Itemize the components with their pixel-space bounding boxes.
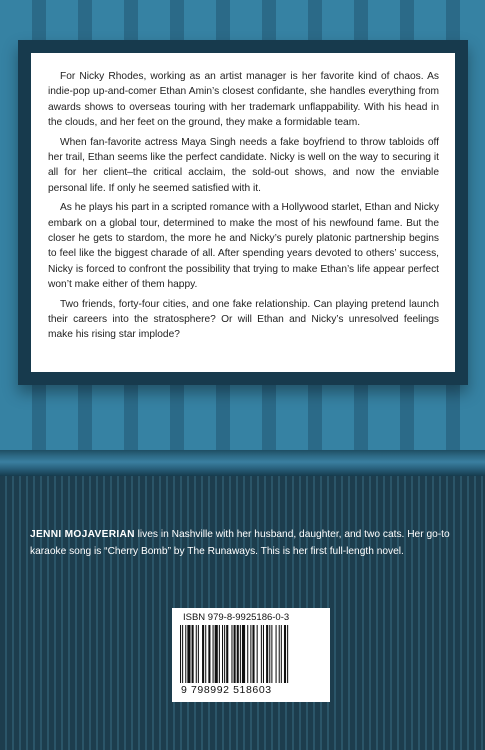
author-bio (30, 526, 460, 560)
barcode-bar (224, 625, 225, 683)
barcode-bar (281, 625, 282, 683)
isbn-barcode (172, 608, 330, 702)
barcode-bar (219, 625, 220, 683)
barcode-bar (196, 625, 197, 683)
blurb-paragraph-3: As he plays his part in a scripted romance with a Hollywood starlet, Ethan and Nicky embark on a global tour, determined to make the most of his newfound fame. But the closer he gets to stardom, the more he and Nicky’s purely platonic partnership begins to feel like the biggest charade of all. After spending years devoted to others’ success, Nicky is forced to confront the possibility that trying to make Ethan’s life appear perfect won’t make either of them happy. (48, 202, 439, 290)
barcode-bar (213, 625, 214, 683)
barcode-bar (185, 625, 186, 683)
barcode-bar (180, 625, 181, 683)
barcode-bar (271, 625, 272, 683)
barcode-bar (215, 625, 218, 683)
blurb-paragraph-4: Two friends, forty-four cities, and one fake relationship. Can playing pretend launch their careers into the stratosphere? Or will Ethan and Nicky’s unresolved feelings make his rising star implode? (48, 298, 439, 341)
barcode-bars (180, 625, 322, 683)
barcode-bar (222, 625, 223, 683)
barcode-bar (279, 625, 280, 683)
barcode-bar (202, 625, 204, 683)
barcode-bar (187, 625, 190, 683)
barcode-bar (276, 625, 277, 683)
barcode-bar (266, 625, 268, 683)
barcode-bar (269, 625, 270, 683)
barcode-bar (226, 625, 228, 683)
author-bio-text: lives in Nashville with her husband, daughter, and two cats. Her go-to karaoke song is “Cherry Bomb” by The Runaways. This is her first full-length novel. (30, 529, 450, 557)
book-blurb (31, 53, 455, 372)
barcode-bar (231, 625, 232, 683)
barcode-bar (287, 625, 288, 683)
barcode-bar (247, 625, 248, 683)
barcode-bar (261, 625, 262, 683)
barcode-bar (234, 625, 236, 683)
barcode-bar (237, 625, 239, 683)
barcode-bar (208, 625, 210, 683)
barcode-bar (182, 625, 183, 683)
barcode-bar (242, 625, 245, 683)
picture-frame (18, 40, 468, 385)
barcode-bar (284, 625, 286, 683)
blurb-paragraph-1: For Nicky Rhodes, working as an artist manager is her favorite kind of chaos. As indie-pop up-and-comer Ethan Amin’s closest confidante, she handles everything from awards shows to overseas touring with her trademark unflappability. With his head in the clouds, and her feet on the ground, they make a formidable team. (48, 71, 439, 128)
barcode-bar (257, 625, 258, 683)
barcode-bar (192, 625, 194, 683)
chair-rail-molding (0, 450, 485, 476)
barcode-bar (240, 625, 241, 683)
barcode-bar (252, 625, 254, 683)
author-name: JENNI MOJAVERIAN (30, 529, 135, 540)
blurb-paragraph-2: When fan-favorite actress Maya Singh needs a fake boyfriend to throw tabloids off her trail, Ethan seems like the perfect candidate. Nicky is well on the way to securing it all for her client–the critical acclaim, the sold-out shows, and now the enviable personal life. If only he seemed satisfied with it. (48, 136, 439, 194)
barcode-bar (263, 625, 264, 683)
barcode-bar (205, 625, 206, 683)
isbn-label: ISBN 979-8-9925186-0-3 (183, 612, 290, 623)
barcode-bar (198, 625, 199, 683)
barcode-bar (250, 625, 251, 683)
barcode-digits: 9 798992 518603 (181, 684, 272, 696)
